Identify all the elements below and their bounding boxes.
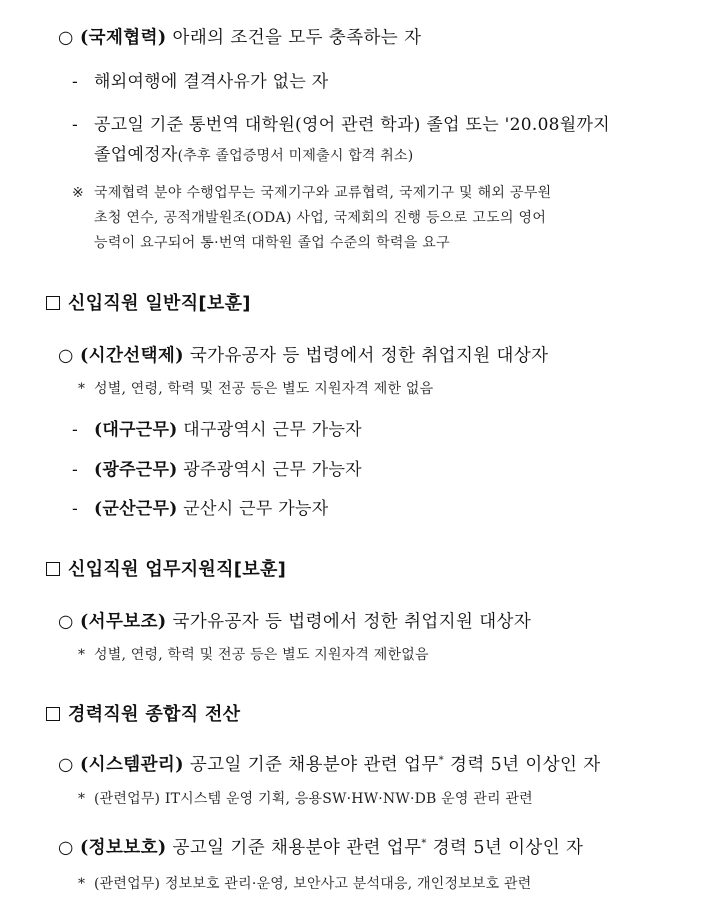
sec1-note-text: 성별, 연령, 학력 및 전공 등은 별도 지원자격 제한 없음 — [94, 381, 434, 397]
note-text: (관련업무) IT시스템 운영 기획, 응용SW·HW·NW·DB 운영 관리 관련 — [94, 791, 533, 807]
sec1-tag: (시간선택제) — [80, 346, 184, 366]
sec1-item-gwangju — [72, 455, 362, 480]
dash-mark: - — [72, 460, 79, 480]
item-text: 광주광역시 근무 가능자 — [177, 460, 362, 480]
section-title: 신입직원 업무지원직[보훈] — [68, 559, 287, 580]
sec3-note-system — [78, 788, 533, 808]
circle-bullet: ○ — [58, 612, 74, 632]
footnote-mark: * — [421, 838, 427, 849]
sec1-text: 국가유공자 등 법령에서 정한 취업지원 대상자 — [183, 346, 549, 366]
intl-item-text: 졸업예정자 — [94, 145, 178, 165]
asterisk-mark: * — [78, 381, 86, 397]
sec2-note — [78, 644, 429, 664]
item-text: 경력 5년 이상인 자 — [444, 755, 601, 775]
asterisk-mark: * — [78, 647, 86, 663]
item-text: 대구광역시 근무 가능자 — [177, 420, 362, 440]
reference-mark: ※ — [72, 185, 85, 201]
square-bullet-icon — [46, 562, 60, 576]
item-tag: (대구근무) — [94, 420, 178, 440]
item-text: 공고일 기준 채용분야 관련 업무 — [166, 838, 422, 858]
intl-criterion — [58, 24, 421, 49]
section-title: 경력직원 종합직 전산 — [68, 704, 241, 725]
intl-note-text: 초청 연수, 공적개발원조(ODA) 사업, 국제회의 진행 등으로 고도의 영어 — [94, 210, 547, 226]
sec1-item-gunsan — [72, 494, 328, 519]
sec2-tag: (서무보조) — [80, 612, 167, 632]
circle-bullet: ○ — [58, 838, 74, 858]
intl-note-line2 — [94, 207, 546, 227]
asterisk-mark: * — [78, 791, 86, 807]
dash-mark: - — [72, 115, 79, 135]
intl-note-line1 — [72, 182, 551, 202]
intl-item-text: 해외여행에 결격사유가 없는 자 — [94, 72, 329, 92]
sec1-item-daegu — [72, 415, 362, 440]
sec3-criterion-system — [58, 751, 601, 776]
section-title: 신입직원 일반직[보훈] — [68, 293, 251, 314]
item-text: 공고일 기준 채용분야 관련 업무 — [183, 755, 439, 775]
section-heading-it — [46, 700, 240, 726]
item-text: 군산시 근무 가능자 — [177, 499, 329, 519]
intl-item-graduate-line2 — [94, 140, 413, 165]
intl-note-line3 — [94, 232, 450, 252]
sec2-note-text: 성별, 연령, 학력 및 전공 등은 별도 지원자격 제한없음 — [94, 647, 429, 663]
sec2-criterion — [58, 608, 531, 633]
sec1-note — [78, 378, 433, 398]
item-text: 경력 5년 이상인 자 — [426, 838, 584, 858]
square-bullet-icon — [46, 296, 60, 310]
dash-mark: - — [72, 420, 79, 440]
sec2-text: 국가유공자 등 법령에서 정한 취업지원 대상자 — [166, 612, 532, 632]
item-tag: (군산근무) — [94, 499, 178, 519]
section-heading-general — [46, 289, 251, 315]
intl-tag: (국제협력) — [80, 28, 167, 48]
sec3-note-security — [78, 873, 531, 893]
intl-item-text: 공고일 기준 통번역 대학원(영어 관련 학과) 졸업 또는 '20.08월까지 — [94, 115, 610, 135]
note-text: (관련업무) 정보보호 관리·운영, 보안사고 분석대응, 개인정보보호 관련 — [94, 876, 532, 892]
intl-item-subnote: (추후 졸업증명서 미제출시 합격 취소) — [177, 148, 414, 164]
square-bullet-icon — [46, 707, 60, 721]
circle-bullet: ○ — [58, 346, 74, 366]
item-tag: (광주근무) — [94, 460, 178, 480]
sec3-criterion-security — [58, 834, 583, 859]
item-tag: (정보보호) — [80, 838, 167, 858]
section-heading-support — [46, 555, 286, 581]
intl-note-text: 능력이 요구되어 통·번역 대학원 졸업 수준의 학력을 요구 — [94, 235, 450, 251]
dash-mark: - — [72, 499, 79, 519]
intl-text: 아래의 조건을 모두 충족하는 자 — [166, 28, 422, 48]
intl-item-travel — [72, 67, 329, 92]
intl-item-graduate — [72, 110, 610, 135]
item-tag: (시스템관리) — [80, 755, 184, 775]
sec1-criterion — [58, 342, 548, 367]
footnote-mark: * — [438, 755, 445, 766]
circle-bullet: ○ — [58, 755, 74, 775]
circle-bullet: ○ — [58, 28, 74, 48]
intl-note-text: 국제협력 분야 수행업무는 국제기구와 교류협력, 국제기구 및 해외 공무원 — [94, 185, 552, 201]
dash-mark: - — [72, 72, 79, 92]
asterisk-mark: * — [78, 876, 86, 892]
